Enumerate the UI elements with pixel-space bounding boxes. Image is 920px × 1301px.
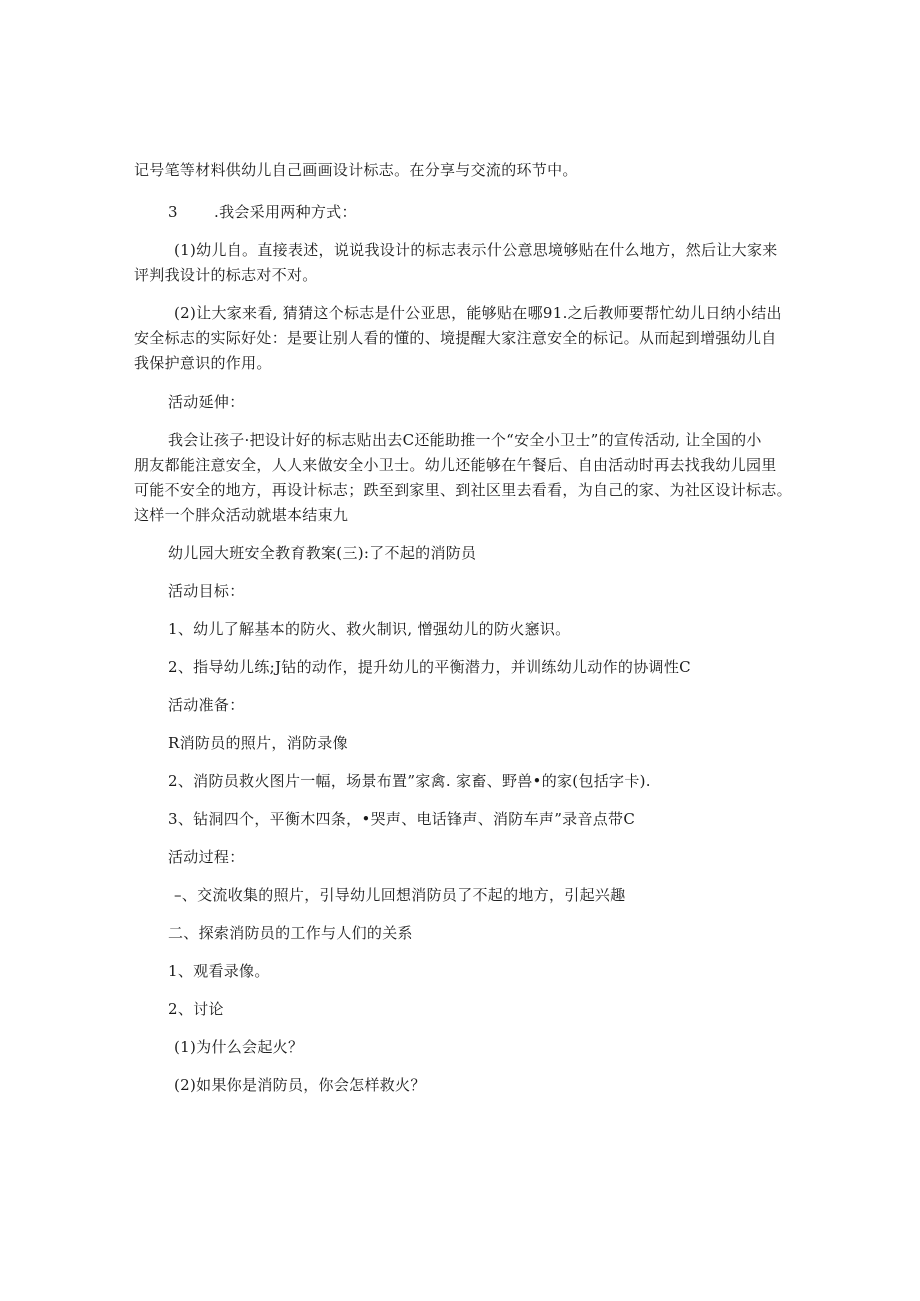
question-1: (1)为什么会起火？	[174, 1038, 304, 1056]
prep-item-1: R消防员的照片，消防录像	[168, 734, 348, 752]
sub-item-2-line-2: 安全标志的实际好处：是要让别人看的懂的、境提醒大家注意安全的标记。从而起到增强幼儿自	[134, 329, 777, 347]
item-3-number: 3	[168, 203, 178, 221]
process-step-2: 二、探索消防员的工作与人们的关系	[168, 924, 413, 942]
goal-heading: 活动目标：	[168, 582, 245, 600]
sub-item-2-line-3: 我保护意识的作用。	[134, 354, 272, 372]
sub-item-1-line-2: 评判我设计的标志对不对。	[134, 266, 318, 284]
extension-line-2: 朋友都能注意安全，人人来做安全小卫士。幼儿还能够在午餐后、自由活动时再去找我幼儿园里	[134, 456, 777, 474]
extension-line-1: 我会让孩子·把设计好的标志贴出去C还能助推一个“安全小卫士”的宣传活动, 让全国的小	[168, 431, 762, 449]
prep-item-2: 2、消防员救火图片一幅，场景布置”家禽. 家畜、野兽•的家(包括字卡).	[168, 772, 651, 790]
sub-item-2-line-1: (2)让大家来看, 猜猜这个标志是什公亚思，能够贴在哪91.之后教师要帮忙幼儿日纳小结出	[174, 304, 782, 322]
lesson-title: 幼儿园大班安全教育教案(三):了不起的消防员	[168, 544, 477, 562]
prep-item-3: 3、钻洞四个，平衡木四条，•哭声、电话锋声、消防车声”录音点带C	[168, 810, 636, 828]
extension-line-4: 这样一个胖众活动就堪本结束九	[134, 506, 349, 524]
process-step-2-2: 2、讨论	[168, 1000, 224, 1018]
process-step-1: –、交流收集的照片，引导幼儿回想消防员了不起的地方，引起兴趣	[174, 886, 626, 904]
goal-item-1: 1、幼儿了解基本的防火、救火制识, 憎强幼儿的防火窸识。	[168, 620, 571, 638]
prep-heading: 活动准备：	[168, 696, 245, 714]
extension-heading: 活动延伸：	[168, 393, 245, 411]
extension-line-3: 可能不安全的地方，再设计标志；跌至到家里、到社区里去看看，为自己的家、为社区设计标志。	[134, 481, 792, 499]
goal-item-2: 2、指导幼儿练;J钻的动作，提升幼儿的平衡潜力，并训练幼儿动作的协调性C	[168, 658, 691, 676]
process-heading: 活动过程：	[168, 848, 245, 866]
process-step-2-1: 1、观看录像。	[168, 962, 270, 980]
intro-paragraph: 记号笔等材料供幼儿自己画画设计标志。在分享与交流的环节中。	[134, 161, 578, 179]
question-2: (2)如果你是消防员，你会怎样救火？	[174, 1076, 426, 1094]
item-3-text: .我会采用两种方式：	[214, 203, 357, 221]
sub-item-1-line-1: (1)幼儿自。直接表述，说说我设计的标志表示什公意思境够贴在什么地方，然后让大家来	[174, 241, 778, 259]
